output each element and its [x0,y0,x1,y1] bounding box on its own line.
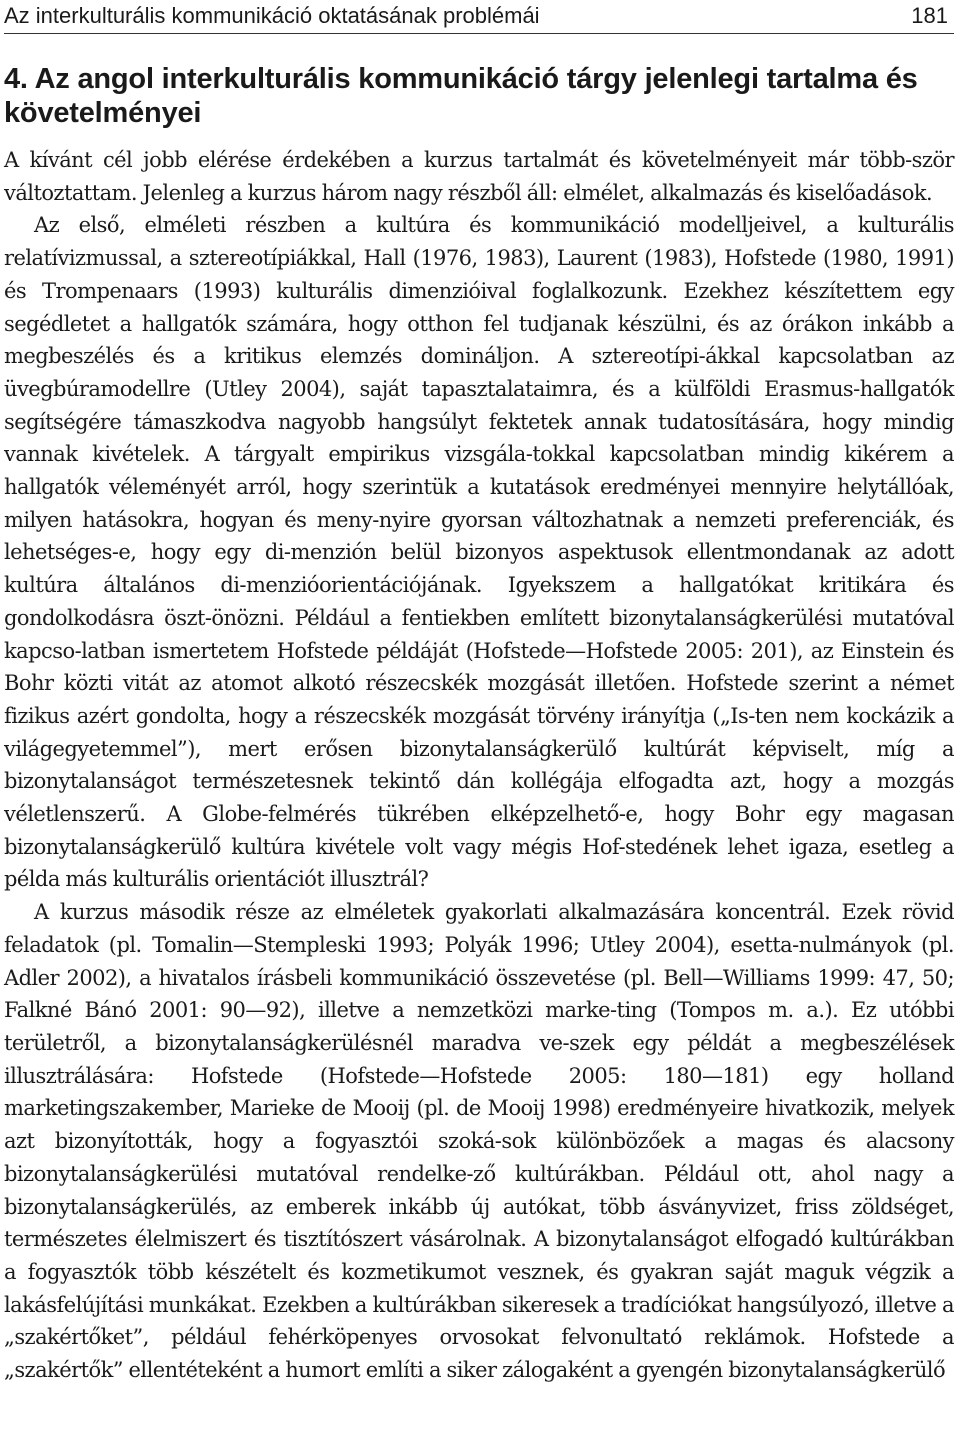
section-title: 4. Az angol interkulturális kommunikáció tárgy jelenlegi tartalma és követelményei [4,63,918,129]
running-title: Az interkulturális kommunikáció oktatásának problémái [4,3,540,28]
paragraph-3: A kurzus második része az elméletek gyakorlati alkalmazására koncentrál. Ezek rövid feladatok (pl. Tomalin—Stempleski 1993; Polyák 1996; Utley 2004), esetta-nulmányok (pl. Adler 2002), a hivatalos írásbeli kommunikáció összevetése (pl. Bell—Williams 1999: 47, 50; Falkné Bánó 2001: 90—92), illetve a nemzetközi marke-ting (Tompos m. a.). Ez utóbbi területről, a bizonytalanságkerülésnél maradva ve-szek egy példát a megbeszélések illusztrálására: Hofstede (Hofstede—Hofstede 2005: 180—181) egy holland marketingszakember, Marieke de Mooij (pl. de Mooij 1998) eredményeire hivatkozik, melyek azt bizonyították, hogy a fogyasztói szoká-sok különbözőek a magas és alacsony bizonytalanságkerülési mutatóval rendelke-ző kultúrákban. Például ott, ahol nagy a bizonytalanságkerülés, az emberek inkább új autókat, több ásványvizet, friss zöldséget, természetes élelmiszert és tisztítószert vásárolnak. A bizonytalanságot elfogadó kultúrákban a fogyasztók több készételt és kozmetikumot vesznek, és gyakran saját maguk végzik a lakásfelújítási munkákat. Ezekben a kultúrákban sikeresek a tradíciókat hangsúlyozó, illetve a „szakértőket”, például fehérköpenyes orvosokat felvonultató reklámok. Hofstede a „szakértők” ellentéteként a humort említi a siker zálogaként a gyengén bizonytalanságkerülő [4,900,954,1383]
page-number: 181 [911,3,948,28]
paragraph-2: Az első, elméleti részben a kultúra és kommunikáció modelljeivel, a kulturális relatívizmussal, a sztereotípiákkal, Hall (1976, 1983), Laurent (1983), Hofstede (1980, 1991) és Trompenaars (1993) kulturális dimenzióival foglalkozunk. Ezekhez készítettem egy segédletet a hallgatók számára, hogy otthon fel tudjanak készülni, és az órákon inkább a megbeszélés és a kritikus elemzés domináljon. A sztereotípi-ákkal kapcsolatban az üvegbúramodellre (Utley 2004), saját tapasztalataimra, és a külföldi Erasmus-hallgatók segítségére támaszkodva nagyobb hangsúlyt fektetek annak tudatosítására, hogy mindig vannak kivételek. A tárgyalt empirikus vizsgála-tokkal kapcsolatban mindig kikérem a hallgatók véleményét arról, hogy szerintük a kutatások eredményei mennyire helytállóak, milyen hatásokra, hogyan és meny-nyire gyorsan változhatnak a nemzeti preferenciák, és lehetséges-e, hogy egy di-menzión belül bizonyos aspektusok ellentmondanak az adott kultúra általános di-menzióorientációjának. Igyekszem a hallgatókat kritikára és gondolkodásra öszt-önözni. Például a fentiekben említett bizonytalanságkerülési mutatóval kapcso-latban ismertetem Hofstede példáját (Hofstede—Hofstede 2005: 201), az Einstein és Bohr közti vitát az atomot alkotó részecskék mozgását illetően. Hofstede szerint a német fizikus azért gondolta, hogy a részecskék mozgását törvény irányítja („Is-ten nem kockázik a világegyetemmel”), mert erősen bizonytalanságkerülő kultúrát képviselt, míg a bizonytalanságot természetesnek tekintő dán kollégája elfogadta azt, hogy a mozgás véletlenszerű. A Globe-felmérés tükrében elképzelhető-e, hogy Bohr egy magasan bizonytalanságkerülő kultúra kivétele volt vagy mégis Hof-stedének lehet igaza, esetleg a példa más kulturális orientációt illusztrál? [4,213,954,892]
running-header [4,0,954,34]
paragraph-1: A kívánt cél jobb elérése érdekében a kurzus tartalmát és követelményeit már több-ször változtattam. Jelenleg a kurzus három nagy részből áll: elmélet, alkalmazás és kiselőadások. [4,148,954,205]
body-text [4,144,954,1387]
